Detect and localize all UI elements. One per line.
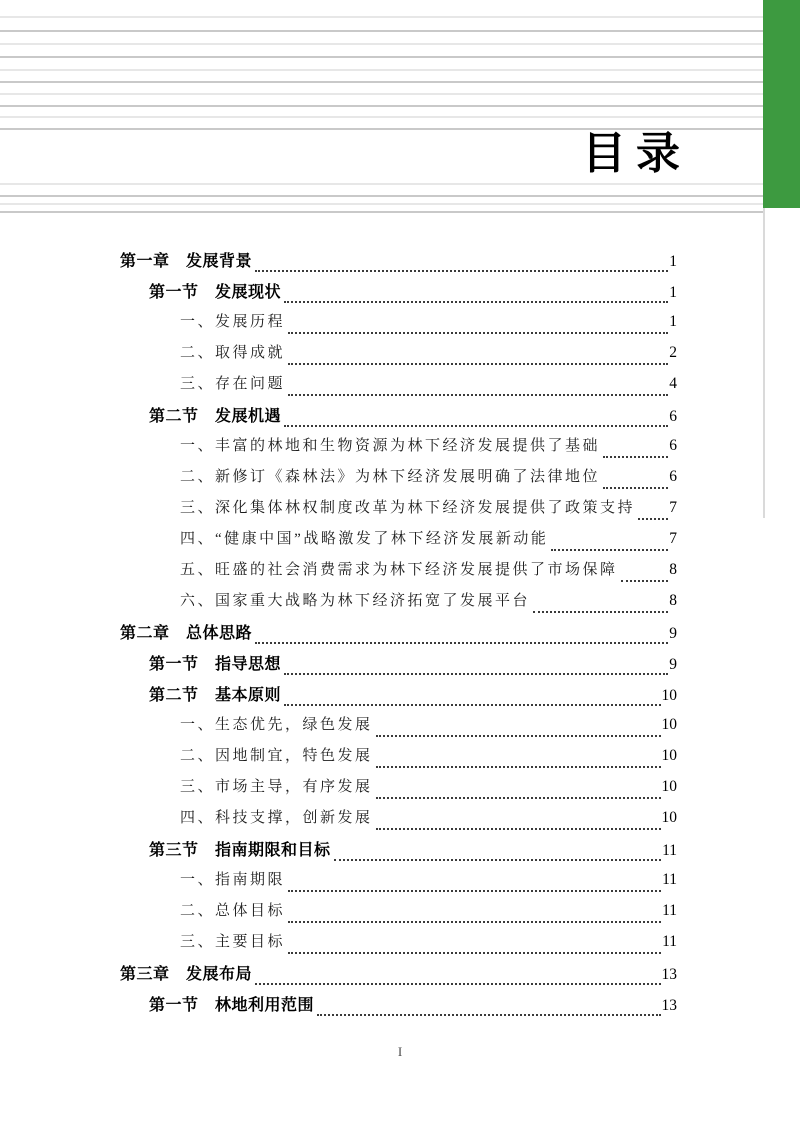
toc-entry-page: 6 <box>669 408 677 425</box>
toc-entry-label: 三、主要目标 <box>180 934 286 950</box>
toc-entry <box>120 744 677 775</box>
toc-entry-label: 第三节 指南期限和目标 <box>149 842 331 859</box>
dotted-leader <box>288 921 661 923</box>
toc-entry-label: 第三章 发展布局 <box>120 966 253 983</box>
toc-entry-page: 11 <box>662 871 677 888</box>
toc-entry-page: 13 <box>661 966 677 983</box>
toc-entry-page: 11 <box>662 842 677 859</box>
toc-entry-label: 第二节 基本原则 <box>149 687 282 704</box>
toc-entry-page: 10 <box>661 809 677 826</box>
toc-entry-page: 8 <box>669 561 677 578</box>
toc-entry-label: 第二节 发展机遇 <box>149 408 282 425</box>
toc-entry <box>120 341 677 372</box>
decorative-line <box>0 203 763 205</box>
toc-entry-label: 第二章 总体思路 <box>120 625 253 642</box>
toc-entry-page: 1 <box>669 284 677 301</box>
toc-entry <box>120 806 677 837</box>
toc-entry-label: 六、国家重大战略为林下经济拓宽了发展平台 <box>180 593 531 609</box>
toc-entry-page: 6 <box>669 468 677 485</box>
toc-entry <box>120 961 677 992</box>
toc-entry-page: 6 <box>669 437 677 454</box>
green-accent-bar <box>763 0 800 208</box>
toc-entry-page: 10 <box>661 778 677 795</box>
dotted-leader <box>376 828 661 830</box>
toc-entry <box>120 651 677 682</box>
toc-entry-label: 一、指南期限 <box>180 872 286 888</box>
dotted-leader <box>255 270 668 272</box>
toc-entry-label: 三、深化集体林权制度改革为林下经济发展提供了政策支持 <box>180 500 636 516</box>
dotted-leader <box>288 890 661 892</box>
toc-entry-page: 2 <box>669 344 677 361</box>
toc-entry-page: 7 <box>669 499 677 516</box>
toc-entry-label: 三、存在问题 <box>180 376 286 392</box>
toc-entry-page: 1 <box>669 253 677 270</box>
toc-entry <box>120 837 677 868</box>
right-margin-rule <box>763 208 765 518</box>
toc-entry <box>120 279 677 310</box>
toc-entry <box>120 682 677 713</box>
dotted-leader <box>288 952 661 954</box>
toc-entry-label: 第一章 发展背景 <box>120 253 253 270</box>
toc-entry-page: 10 <box>661 747 677 764</box>
dotted-leader <box>621 580 669 582</box>
toc-entry-page: 11 <box>662 902 677 919</box>
toc-entry-page: 11 <box>662 933 677 950</box>
decorative-line <box>0 93 763 95</box>
toc-entry <box>120 930 677 961</box>
toc-entry <box>120 713 677 744</box>
dotted-leader <box>284 425 668 427</box>
toc-entry-page: 1 <box>669 313 677 330</box>
toc-entry <box>120 465 677 496</box>
dotted-leader <box>376 735 661 737</box>
toc-entry <box>120 589 677 620</box>
decorative-line <box>0 105 763 107</box>
toc-entry-label: 二、取得成就 <box>180 345 286 361</box>
toc-entry-label: 二、总体目标 <box>180 903 286 919</box>
toc-entry-page: 10 <box>661 716 677 733</box>
toc-entry <box>120 868 677 899</box>
dotted-leader <box>551 549 668 551</box>
toc-entry-label: 四、“健康中国”战略激发了林下经济发展新动能 <box>180 531 549 547</box>
decorative-line <box>0 183 763 185</box>
page-title: 目录 <box>582 129 690 178</box>
toc-entry-label: 一、丰富的林地和生物资源为林下经济发展提供了基础 <box>180 438 601 454</box>
dotted-leader <box>638 518 668 520</box>
decorative-line <box>0 116 763 118</box>
toc-entry-label: 第一节 指导思想 <box>149 656 282 673</box>
dotted-leader <box>334 859 662 861</box>
toc-entry-page: 8 <box>669 592 677 609</box>
toc-entry-page: 7 <box>669 530 677 547</box>
toc-entry <box>120 403 677 434</box>
decorative-line <box>0 43 763 45</box>
toc-entry <box>120 620 677 651</box>
toc-entry-page: 13 <box>661 997 677 1014</box>
dotted-leader <box>288 332 668 334</box>
dotted-leader <box>284 704 660 706</box>
toc-entry-label: 四、科技支撑，创新发展 <box>180 810 373 826</box>
dotted-leader <box>288 363 668 365</box>
toc-entry <box>120 527 677 558</box>
footer-page-number: I <box>397 1044 403 1059</box>
dotted-leader <box>284 673 668 675</box>
toc-entry-label: 五、旺盛的社会消费需求为林下经济发展提供了市场保障 <box>180 562 618 578</box>
dotted-leader <box>603 487 668 489</box>
decorative-line <box>0 16 763 18</box>
toc-entry <box>120 558 677 589</box>
toc-entry-label: 第一节 林地利用范围 <box>149 997 315 1014</box>
toc-entry <box>120 248 677 279</box>
decorative-line <box>0 195 763 197</box>
decorative-line <box>0 30 763 32</box>
toc-entry <box>120 992 677 1023</box>
dotted-leader <box>317 1014 660 1016</box>
dotted-leader <box>533 611 668 613</box>
toc-entry-label: 第一节 发展现状 <box>149 284 282 301</box>
toc-entry <box>120 434 677 465</box>
toc-entry <box>120 372 677 403</box>
toc-list <box>120 248 677 1023</box>
toc-entry <box>120 310 677 341</box>
toc-entry-label: 一、发展历程 <box>180 314 286 330</box>
dotted-leader <box>603 456 668 458</box>
toc-entry-label: 一、生态优先，绿色发展 <box>180 717 373 733</box>
dotted-leader <box>376 766 661 768</box>
dotted-leader <box>255 983 660 985</box>
dotted-leader <box>255 642 668 644</box>
toc-entry <box>120 496 677 527</box>
toc-entry <box>120 775 677 806</box>
toc-entry-page: 9 <box>669 656 677 673</box>
dotted-leader <box>376 797 661 799</box>
decorative-line <box>0 81 763 83</box>
toc-entry-page: 9 <box>669 625 677 642</box>
decorative-line <box>0 56 763 58</box>
toc-entry-label: 二、因地制宜，特色发展 <box>180 748 373 764</box>
decorative-line <box>0 211 763 213</box>
dotted-leader <box>288 394 668 396</box>
toc-entry-label: 三、市场主导，有序发展 <box>180 779 373 795</box>
toc-entry-page: 10 <box>661 687 677 704</box>
decorative-line <box>0 69 763 71</box>
toc-entry-page: 4 <box>669 375 677 392</box>
dotted-leader <box>284 301 668 303</box>
toc-entry-label: 二、新修订《森林法》为林下经济发展明确了法律地位 <box>180 469 601 485</box>
toc-entry <box>120 899 677 930</box>
